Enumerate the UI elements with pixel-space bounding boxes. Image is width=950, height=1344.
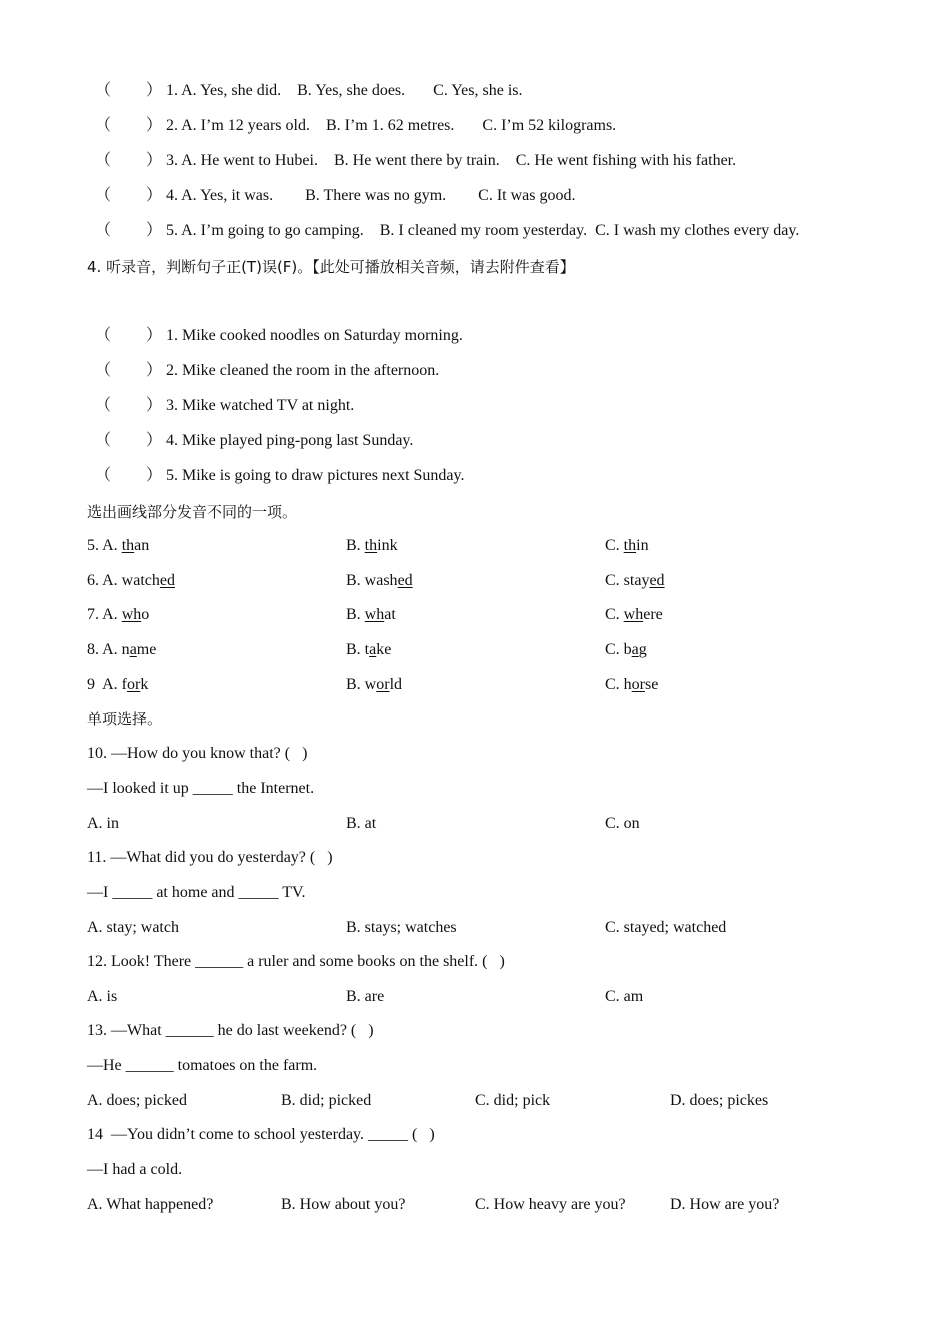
question-line: —I had a cold.: [87, 1161, 183, 1178]
true-false-item: 3. Mike watched TV at night.: [166, 397, 355, 414]
option-a[interactable]: A. stay; watch: [87, 919, 179, 936]
phonics-option-b[interactable]: B. world: [346, 676, 403, 693]
true-false-item: 4. Mike played ping-pong last Sunday.: [166, 432, 414, 449]
section-title: 4. 听录音，判断句子正(T)误(F)。【此处可播放相关音频，请去附件查看】: [87, 258, 575, 276]
option-b[interactable]: B. How about you?: [281, 1196, 406, 1213]
question-stem: 13. —What ______ he do last weekend? ( ): [87, 1022, 374, 1039]
option-a[interactable]: A. does; picked: [87, 1092, 187, 1109]
phonics-option-c[interactable]: C. bag: [605, 641, 647, 658]
option-a[interactable]: A. What happened?: [87, 1196, 214, 1213]
option-c[interactable]: C. on: [605, 815, 640, 832]
phonics-option-a[interactable]: 9 A. fork: [87, 676, 149, 693]
phonics-option-b[interactable]: B. take: [346, 641, 392, 658]
phonics-option-a[interactable]: 7. A. who: [87, 606, 150, 623]
option-a[interactable]: A. in: [87, 815, 119, 832]
listening-item: 2. A. I’m 12 years old. B. I’m 1. 62 metres. C. I’m 52 kilograms.: [166, 117, 617, 134]
question-line: —I _____ at home and _____ TV.: [87, 884, 306, 901]
phonics-option-b[interactable]: B. what: [346, 606, 396, 623]
true-false-item: 2. Mike cleaned the room in the afternoon.: [166, 362, 440, 379]
question-stem: 11. —What did you do yesterday? ( ): [87, 849, 333, 866]
listening-item: 3. A. He went to Hubei. B. He went there by train. C. He went fishing with his father.: [166, 152, 737, 169]
phonics-option-c[interactable]: C. horse: [605, 676, 659, 693]
phonics-option-a[interactable]: 5. A. than: [87, 537, 150, 554]
phonics-option-b[interactable]: B. think: [346, 537, 398, 554]
option-c[interactable]: C. How heavy are you?: [475, 1196, 626, 1213]
option-d[interactable]: D. How are you?: [670, 1196, 780, 1213]
phonics-option-c[interactable]: C. where: [605, 606, 663, 623]
listening-item: 1. A. Yes, she did. B. Yes, she does. C. Yes, she is.: [166, 82, 523, 99]
question-line: —I looked it up _____ the Internet.: [87, 780, 315, 797]
phonics-option-a[interactable]: 8. A. name: [87, 641, 157, 658]
listening-item: 4. A. Yes, it was. B. There was no gym. C. It was good.: [166, 187, 576, 204]
section-title: 选出画线部分发音不同的一项。: [87, 503, 298, 521]
question-line: —He ______ tomatoes on the farm.: [87, 1057, 318, 1074]
question-stem: 14 —You didn’t come to school yesterday. _____ ( ): [87, 1126, 435, 1143]
question-stem: 10. —How do you know that? ( ): [87, 745, 308, 762]
option-c[interactable]: C. stayed; watched: [605, 919, 727, 936]
option-b[interactable]: B. are: [346, 988, 385, 1005]
option-b[interactable]: B. stays; watches: [346, 919, 457, 936]
option-a[interactable]: A. is: [87, 988, 118, 1005]
option-b[interactable]: B. did; picked: [281, 1092, 372, 1109]
question-stem: 12. Look! There ______ a ruler and some books on the shelf. ( ): [87, 953, 505, 970]
option-c[interactable]: C. did; pick: [475, 1092, 551, 1109]
phonics-option-c[interactable]: C. thin: [605, 537, 649, 554]
option-c[interactable]: C. am: [605, 988, 644, 1005]
true-false-item: 5. Mike is going to draw pictures next Sunday.: [166, 467, 465, 484]
phonics-option-c[interactable]: C. stayed: [605, 572, 665, 589]
section-title: 单项选择。: [87, 710, 163, 728]
option-b[interactable]: B. at: [346, 815, 377, 832]
true-false-item: 1. Mike cooked noodles on Saturday morning.: [166, 327, 463, 344]
phonics-option-a[interactable]: 6. A. watched: [87, 572, 175, 589]
phonics-option-b[interactable]: B. washed: [346, 572, 413, 589]
listening-item: 5. A. I’m going to go camping. B. I cleaned my room yesterday. C. I wash my clothes every day.: [166, 222, 800, 239]
option-d[interactable]: D. does; pickes: [670, 1092, 769, 1109]
